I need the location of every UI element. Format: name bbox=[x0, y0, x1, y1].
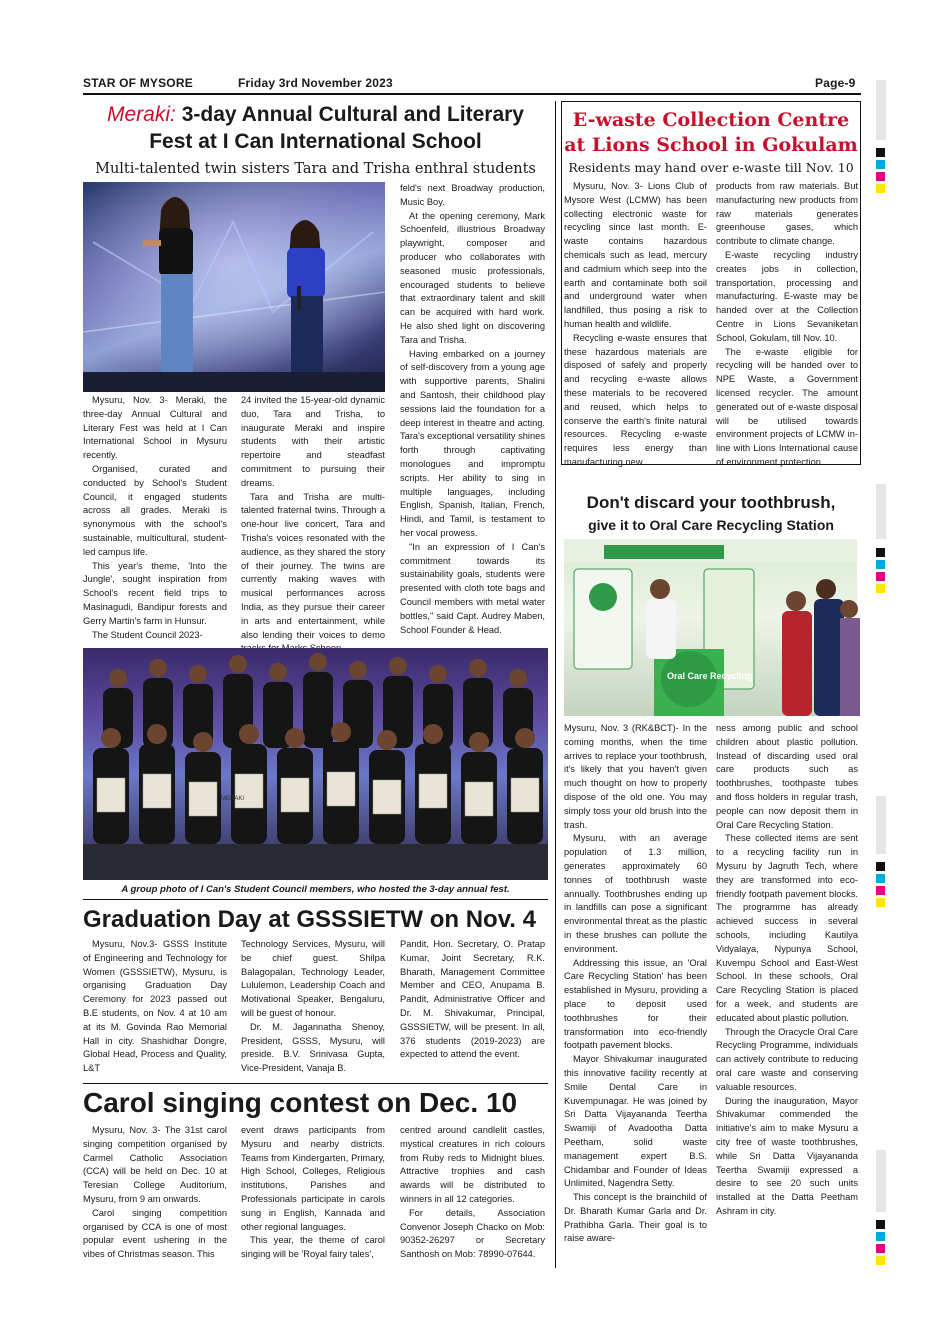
meraki-col1-p1: Mysuru, Nov. 3- Meraki, the three-day Annual Cultural and Literary Fest was held at I Can International School in Mysuru recently. bbox=[83, 395, 227, 461]
toothbrush-headline-2: give it to Oral Care Recycling Station bbox=[588, 517, 834, 533]
recycling-station-photo bbox=[564, 539, 857, 716]
page-number: Page-9 bbox=[815, 76, 856, 90]
group-photo-caption: A group photo of I Can's Student Council members, who hosted the 3-day annual fest. bbox=[121, 884, 510, 895]
toothbrush-col1-p5: This concept is the brainchild of Dr. Bharath Kumar Garla and Dr. Prathibha Garla. Their goal is to raise aware- bbox=[564, 1192, 707, 1244]
meraki-headline-line2: Fest at I Can International School bbox=[149, 130, 482, 153]
meraki-col1-p3: This year's theme, 'Into the Jungle', sought inspiration from School's recent field trips to Masinagudi, Bandipur forests and Gerry Martin's farm in Hunsur. bbox=[83, 560, 227, 626]
ewaste-col1-p2: Recycling e-waste ensures that these hazardous materials are disposed of safely and properly and recycling e-waste allows these materials to be recovered and reused, which helps to conserve the earth's finite natural resources. Recycling e-waste requires less energy than manufacturing new bbox=[564, 332, 707, 467]
carol-col2-p2: This year, the theme of carol singing will be 'Royal fairy tales', bbox=[241, 1235, 385, 1260]
meraki-col2-p1: 24 invited the 15-year-old dynamic duo, Tara and Trisha, to inaugurate Meraki and inspire students with their artistic repertoire and steadfast commitment to pursuing their dreams. bbox=[241, 395, 385, 488]
meraki-column-3 bbox=[400, 182, 545, 644]
meraki-headline-rest: 3-day Annual Cultural and Literary bbox=[175, 103, 524, 126]
carol-col3-p2: For details, Association Convenor Joseph Chacko on Mob: 90352-26297 or Secretary Santhosh on Mob: 78990-07644. bbox=[400, 1207, 545, 1260]
toothbrush-col2-p4: During the inauguration, Mayor Shivakumar commended the initiative's aim to make Mysuru a city free of waste toothbrushes, while Sri Datta Vijayananda Teertha Swamiji expressed a desire to see 20 such units installed at the Datta Peetham Ashram in city. bbox=[716, 1095, 858, 1216]
carol-column-1 bbox=[83, 1124, 227, 1269]
ewaste-headline-line1: E-waste Collection Centre bbox=[572, 109, 850, 131]
toothbrush-column-2 bbox=[716, 722, 858, 1255]
meraki-col3-p4: "In an expression of I Can's commitment towards its sustainability goals, students were presented with cloth tote bags and Council members with metal water bottles," said Capt. Audrey Maben, School Founder & Head. bbox=[400, 541, 545, 635]
toothbrush-col1-p2: Mysuru, with an average population of 1.3 million, generates approximately 60 tonnes of toothbrush waste annually. Toothbrushes ending up in landfills can pose a significant environmental threat as the plastic in these brushes can pollute the environment. bbox=[564, 833, 707, 954]
toothbrush-col2-p3: Through the Oracycle Oral Care Recycling Programme, individuals can actively contribute to reducing oral care waste and conserving valuable resources. bbox=[716, 1026, 858, 1092]
twins-performance-photo bbox=[83, 182, 385, 392]
oral-care-sign: Oral Care Recycling bbox=[667, 671, 753, 681]
toothbrush-col2-p2: These collected items are sent to a recycling facility run in Mysuru by Jagruth Tech, where they are transformed into eco-friendly footpath pavement blocks. The programme has already achieved success in several schools, including Kautilya Vidyalaya, Nypunya School, Kuvempu School and East-West School. In these schools, Oral Care Recycling Station is placed for a week, and students are educated about plastic pollution. bbox=[716, 833, 858, 1023]
meraki-col3-p1: feld's next Broadway production, Music Boy. bbox=[400, 183, 545, 207]
student-council-group-photo bbox=[83, 648, 548, 880]
graduation-column-2 bbox=[241, 938, 385, 1082]
section-rule bbox=[83, 1083, 548, 1084]
graduation-column-3 bbox=[400, 938, 545, 1082]
ewaste-subheadline: Residents may hand over e-waste till Nov. 10 bbox=[568, 160, 854, 175]
ewaste-column-1 bbox=[564, 180, 707, 467]
graduation-col2-p1: Technology Services, Mysuru, will be chief guest. Shilpa Balagopalan, Technology Leader, Lululemon, Leadership Coach and Motivational Speaker, Bengaluru, will be guest of honour. bbox=[241, 939, 385, 1018]
carol-col2-p1: event draws participants from Mysuru and nearby districts. Teams from Kindergarten, Primary, High School, Colleges, Religious institutions, Parishes and Professionals participate in carols sung in English, Kannada and other regional languages. bbox=[241, 1125, 385, 1232]
carol-col3-p1: centred around candlelit castles, mystical creatures in rich colours from Ruby reds to Midnight blues. Attractive trophies and cash awards will be distributed to winners in all 12 categories. bbox=[400, 1125, 545, 1204]
paper-name: STAR OF MYSORE bbox=[83, 76, 193, 90]
tote-bag-label: MERAKI bbox=[221, 796, 245, 802]
meraki-headline-italic: Meraki: bbox=[107, 103, 176, 126]
toothbrush-column-1 bbox=[564, 722, 707, 1255]
meraki-col1-p2: Organised, curated and conducted by School's Student Council, it engaged students across all grades. Meraki is synonymous with the school's sustainable, multicultural, student-led campus life. bbox=[83, 463, 227, 557]
meraki-col1-p4: The Student Council 2023- bbox=[92, 629, 203, 640]
toothbrush-col2-p1: ness among public and school children about plastic pollution. Instead of discarding used oral care products such as toothbrushes, toothpaste tubes and floss holders in regular trash, people can now deposit them in Oral Care Recycling Station. bbox=[716, 723, 858, 830]
carol-column-3 bbox=[400, 1124, 545, 1269]
meraki-col3-p3: Having embarked on a journey of self-discovery from a young age with supportive parents, Shalini and Santosh, their childhood play sessions laid the foundation for a deep interest in theatre and acting. Tara's exceptional versatility shines forth through captivating monologues and impromptu scripts. Her ability to sing in multiple languages, including English, Spanish, Italian, French, Hindi, and Tamil, is testament to her vocal prowess. bbox=[400, 348, 545, 538]
meraki-col2-p2: Tara and Trisha are multi-talented fraternal twins. Through a one-hour live concert, Tara and Trisha's voices resonated with the audience, as they shared the story of their journey. The twins are currently making waves with musical performances across India, as they pursue their career in arts and entertainment, while also lending their voices to demo bbox=[241, 491, 385, 640]
meraki-subheadline: Multi-talented twin sisters Tara and Trisha enthral students bbox=[95, 161, 536, 177]
meraki-column-1 bbox=[83, 394, 227, 644]
toothbrush-col1-p3: Addressing this issue, an 'Oral Care Recycling Station' has been established in Mysuru, providing a place to deposit used toothbrushes for their transformation into eco-friendly footpath pavement blocks. bbox=[564, 957, 707, 1051]
graduation-col2-p2: Dr. M. Jagannatha Shenoy, President, GSSS, Mysuru, will preside. B.V. Srinivasa Gupta, Vice-President, Vanaja B. bbox=[241, 1021, 385, 1074]
section-rule bbox=[83, 899, 548, 900]
ewaste-col2-p1: products from raw materials. But manufacturing new products from raw materials generates greenhouse gases, which contribute to climate change. bbox=[716, 181, 858, 247]
carol-col1-p1: Mysuru, Nov. 3- The 31st carol singing competition organised by Carmel Catholic Association (CCA) will be held on Dec. 10 at Teresian College Auditorium, Mysuru, from 9 am onwards. bbox=[83, 1125, 227, 1204]
meraki-headline bbox=[83, 101, 548, 155]
ewaste-column-2 bbox=[716, 180, 858, 467]
graduation-headline: Graduation Day at GSSSIETW on Nov. 4 bbox=[83, 906, 536, 933]
column-divider bbox=[555, 101, 556, 1268]
ewaste-col1-p1: Mysuru, Nov. 3- Lions Club of Mysore West (LCMW) has been collecting electronic waste for recycling since last month. E-waste contains hazardous chemicals such as lead, mercury and cadmium which seep into the earth and contaminate both soil and underground water when landfilled, thus posing a risk to human health and wildlife. bbox=[564, 181, 707, 329]
meraki-column-2 bbox=[241, 394, 385, 644]
toothbrush-col1-p4: Mayor Shivakumar inaugurated this innovative facility recently at Smile Dental Care in Kuvempunagar. He was joined by Sri Datta Vijayananda Teertha Swamiji of Avadootha Datta Peetham, solid waste management expert B.S. Chidambar and Founder of Ideas Unlimited, Nagendra Setty. bbox=[564, 1054, 707, 1189]
toothbrush-col1-p1: Mysuru, Nov. 3 (RK&BCT)- In the coming months, when the time arrives to replace your toothbrush, it's likely that you haven't given much thought on how to properly dispose of the old one. You may simply toss your old brush into the trash. bbox=[564, 723, 707, 830]
carol-col1-p2: Carol singing competition organised by CCA is one of most popular event ushering in the vibes of Christmas season. This bbox=[83, 1207, 227, 1260]
toothbrush-headline-1: Don't discard your toothbrush, bbox=[586, 493, 836, 512]
graduation-col1-p1: Mysuru, Nov.3- GSSS Institute of Engineering and Technology for Women (GSSSIETW), Mysuru, is organising Graduation Day Ceremony for 2023 passed out B.E students, on Nov. 4 at 10 am at its M. Govinda Rao Memorial Hall in city. Shashidhar Dongre, Global Head, Process and Quality, L&T bbox=[83, 939, 227, 1074]
ewaste-col2-p2: E-waste recycling industry creates jobs in collection, transportation, processing and manufacturing. E-waste may be handed over at the Collection Centre in Lions Sevaniketan School, Gokulam, till Nov. 10. bbox=[716, 249, 858, 343]
graduation-column-1 bbox=[83, 938, 227, 1082]
masthead-rule bbox=[83, 93, 861, 95]
meraki-col3-p2: At the opening ceremony, Mark Schoenfeld, illustrious Broadway playwright, composer and producer who collaborates with seasoned music professionals, encouraged students to believe that extraordinary talent and skill can be acquired with hard work. He also shed light on discovering Tara and Trisha. bbox=[400, 210, 545, 345]
ewaste-headline bbox=[563, 108, 859, 158]
carol-headline: Carol singing contest on Dec. 10 bbox=[83, 1087, 518, 1118]
issue-date: Friday 3rd November 2023 bbox=[238, 76, 393, 90]
ewaste-headline-line2: at Lions School in Gokulam bbox=[564, 134, 858, 156]
ewaste-col2-p3: The e-waste eligible for recycling will be handed over to NPE Waste, a Government licensed recycler. The amount generated out of e-waste disposal will be utilised towards environment projects of LCMW in-line with Lions International cause of environment protection. bbox=[716, 346, 858, 467]
graduation-col3-p1: Pandit, Hon. Secretary, O. Pratap Kumar, Joint Secretary, R.K. Bharath, Management Committee Member and CEO, Anupama B. Pandit, Administrative Officer and Dr. M. Shivakumar, Principal, GSSSIETW, will be present. In all, 376 students (2019-2023) are expected to attend the event. bbox=[400, 939, 545, 1060]
carol-column-2 bbox=[241, 1124, 385, 1269]
